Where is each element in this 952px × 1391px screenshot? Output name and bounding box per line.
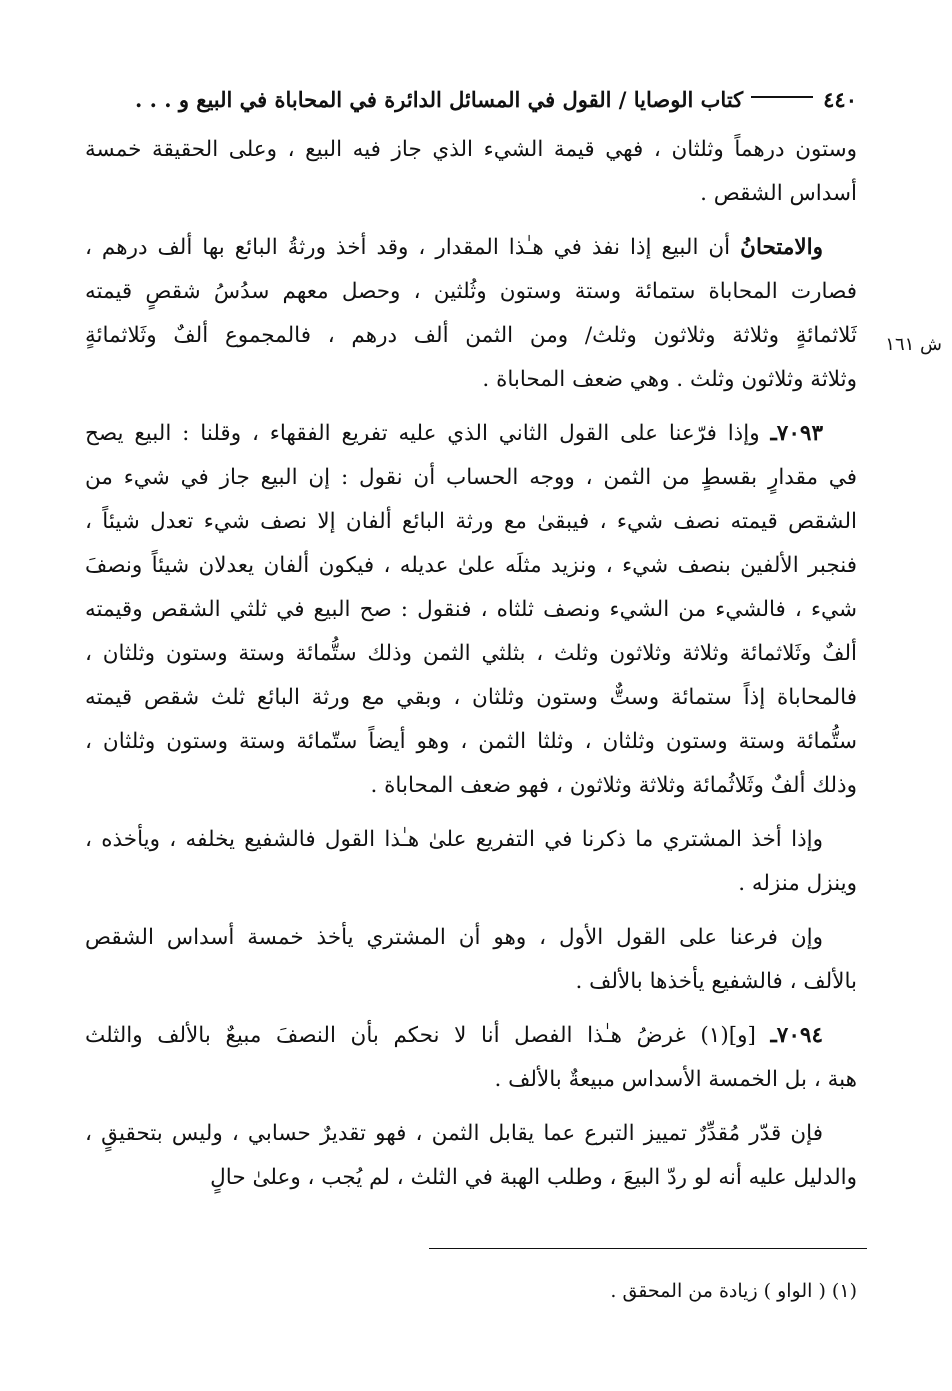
- text-line: [85, 172, 857, 216]
- running-header: [80, 78, 857, 120]
- text-line: [85, 270, 857, 314]
- line-text: الشقص قيمته نصف شيء ، فيبقىٰ مع ورثة البائع ألفان إلا نصف شيء تعدل شيئاً ،: [85, 509, 857, 534]
- line-text: شيء ، فالشيء من الشيء ونصف ثلثاه ، فنقول : صح البيع في ثلثي الشقص وقيمته: [85, 597, 857, 622]
- line-text: [و](١) غرضُ هـٰذا الفصل أنا لا نحكم بأن النصفَ مبيعٌ بالألف والثلث: [85, 1023, 771, 1048]
- text-line: [85, 588, 857, 632]
- text-line: [85, 862, 857, 906]
- line-text: وثلاثة وثلاثون وثلث . وهي ضعف المحاباة .: [482, 367, 857, 392]
- text-line: [85, 818, 857, 862]
- text-line: [85, 960, 857, 1004]
- text-line: [85, 314, 857, 358]
- page-number: ٤٤٠: [823, 86, 857, 112]
- header-rule: [751, 96, 813, 98]
- line-text: هبة ، بل الخمسة الأسداس مبيعةٌ بالألف .: [494, 1067, 857, 1092]
- text-line: [85, 720, 857, 764]
- text-line: [85, 412, 857, 456]
- line-text: فنجبر الألفين بنصف شيء ، ونزيد مثلَه علىٰ عديله ، فيكون ألفان يعدلان شيئاً ونصفَ: [85, 553, 857, 578]
- line-text: ثَلاثمائةٍ وثلاثة وثلاثون وثلث/ ومن الثمن ألف درهم ، فالمجموع ألفٌ وثَلاثمائةٍ: [85, 323, 857, 348]
- text-line: [85, 1112, 857, 1156]
- line-text: فإن قدّر مُقدِّرٌ تمييز التبرع عما يقابل الثمن ، فهو تقديرٌ حسابي ، وليس بتحقيقٍ ،: [85, 1121, 823, 1146]
- line-text: أن البيع إذا نفذ في هـٰذا المقدار ، وقد أخذ ورثةُ البائع بها ألف درهم ،: [85, 235, 741, 260]
- line-text: وإن فرعنا على القول الأول ، وهو أن المشتري يأخذ خمسة أسداس الشقص: [85, 925, 823, 950]
- footnote-rule: [429, 1248, 867, 1249]
- section-number: ٧٠٩٤ـ: [770, 1023, 823, 1048]
- running-title: كتاب الوصايا / القول في المسائل الدائرة في المحاباة في البيع و . . .: [134, 86, 744, 112]
- text-line: [85, 764, 857, 808]
- text-line: [85, 632, 857, 676]
- line-text: والدليل عليه أنه لو ردّ البيعَ ، وطلب الهبة في الثلث ، لم يُجب ، وعلىٰ حالٍ: [210, 1165, 857, 1190]
- paragraph-gap: [85, 906, 857, 916]
- text-line: [85, 1156, 857, 1200]
- line-text: وينزل منزله .: [738, 871, 857, 896]
- line-text: وإذا أخذ المشتري ما ذكرنا في التفريع علىٰ هـٰذا القول فالشفيع يخلفه ، ويأخذه ،: [85, 827, 823, 852]
- text-line: [85, 358, 857, 402]
- text-line: [85, 1014, 857, 1058]
- paragraph-gap: [85, 808, 857, 818]
- text-line: [85, 916, 857, 960]
- text-line: [85, 500, 857, 544]
- line-text: فالمحاباة إذاً ستمائة وستٌّ وستون وثلثان ، وبقي مع ورثة البائع ثلث شقص قيمته: [85, 685, 857, 710]
- line-text: وستون درهماً وثلثان ، فهي قيمة الشيء الذي جاز فيه البيع ، وعلى الحقيقة خمسة: [85, 137, 857, 162]
- text-line: [85, 676, 857, 720]
- line-text: ألفٌ وثَلاثمائة وثلاثة وثلاثون وثلث ، بثلثي الثمن وذلك ستُّمائة وستة وستون وثلثان ،: [85, 641, 857, 666]
- lead-word: والامتحانُ: [740, 235, 823, 260]
- text-line: [85, 226, 857, 270]
- line-text: بالألف ، فالشفيع يأخذها بالألف .: [575, 969, 857, 994]
- paragraph-gap: [85, 1102, 857, 1112]
- line-text: فصارت المحاباة ستمائة وستة وستون وثُلثين ، وحصل معهم سدُسُ شقصٍ قيمته: [85, 279, 857, 304]
- paragraph-gap: [85, 216, 857, 226]
- paragraph-gap: [85, 402, 857, 412]
- text-line: [85, 128, 857, 172]
- line-text: في مقدارٍ بقسطٍ من الثمن ، ووجه الحساب أن نقول : إن البيع جاز في شيء من: [85, 465, 857, 490]
- text-line: [85, 456, 857, 500]
- line-text: ستُّمائة وستة وستون وثلثان ، وثلثا الثمن ، وهو أيضاً ستّمائة وستة وستون وثلثان ،: [85, 729, 857, 754]
- main-text: [85, 128, 857, 1200]
- line-text: أسداس الشقص .: [700, 181, 857, 206]
- text-line: [85, 1058, 857, 1102]
- paragraph-gap: [85, 1004, 857, 1014]
- section-number: ٧٠٩٣ـ: [770, 421, 823, 446]
- text-line: [85, 544, 857, 588]
- line-text: وذلك ألفٌ وثَلاثُمائة وثلاثة وثلاثون ، فهو ضعف المحاباة .: [370, 773, 857, 798]
- margin-note: ش ١٦١: [885, 334, 942, 355]
- line-text: وإذا فرّعنا على القول الثاني الذي عليه تفريع الفقهاء ، وقلنا : البيع يصح: [85, 421, 771, 446]
- footnote: (١) ( الواو ) زيادة من المحقق .: [610, 1280, 857, 1302]
